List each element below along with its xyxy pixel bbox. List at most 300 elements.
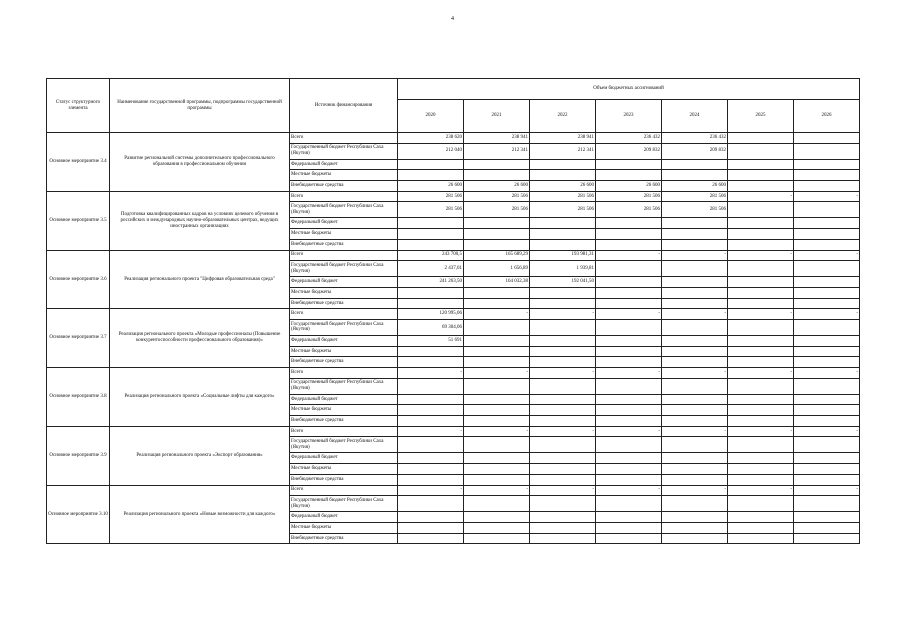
- measure-name: Подготовка квалифицированных кадров на условиях целевого обучения в российских и международных научно-образовательных центрах, ведущих иностранных организациях: [110, 191, 290, 250]
- amount-cell: [794, 298, 860, 309]
- amount-cell: [596, 335, 662, 346]
- amount-cell: [662, 298, 728, 309]
- amount-cell: [794, 453, 860, 464]
- funding-source: Внебюджетные средства: [290, 533, 398, 544]
- amount-cell: [728, 143, 794, 159]
- amount-cell: [794, 496, 860, 512]
- amount-cell: 120 995,06: [398, 309, 464, 320]
- amount-cell: [596, 437, 662, 453]
- amount-cell: 51 691: [398, 335, 464, 346]
- amount-cell: [728, 453, 794, 464]
- amount-cell: -: [596, 368, 662, 379]
- amount-cell: 281 506: [596, 191, 662, 202]
- table-row: [47, 426, 860, 437]
- amount-cell: [728, 474, 794, 485]
- funding-source: Федеральный бюджет: [290, 453, 398, 464]
- amount-cell: [464, 522, 530, 533]
- amount-cell: [794, 319, 860, 335]
- amount-cell: -: [530, 309, 596, 320]
- amount-cell: 212 341: [464, 143, 530, 159]
- funding-source: Местные бюджеты: [290, 405, 398, 416]
- amount-cell: [398, 218, 464, 229]
- funding-source: Федеральный бюджет: [290, 394, 398, 405]
- funding-source: Всего: [290, 250, 398, 261]
- amount-cell: [794, 416, 860, 427]
- amount-cell: [728, 405, 794, 416]
- amount-cell: [398, 298, 464, 309]
- amount-cell: [794, 143, 860, 159]
- amount-cell: [728, 533, 794, 544]
- amount-cell: [530, 218, 596, 229]
- funding-source: Государственный бюджет Республики Саха (Якутия): [290, 261, 398, 277]
- amount-cell: -: [662, 426, 728, 437]
- amount-cell: [398, 512, 464, 523]
- amount-cell: -: [662, 368, 728, 379]
- amount-cell: [728, 496, 794, 512]
- amount-cell: [464, 437, 530, 453]
- amount-cell: 26 600: [398, 181, 464, 192]
- amount-cell: [596, 405, 662, 416]
- measure-name: Реализация регионального проекта «Молодые профессионалы (Повышение конкурентоспособности профессионального образования)»: [110, 309, 290, 368]
- amount-cell: [728, 357, 794, 368]
- amount-cell: [464, 394, 530, 405]
- amount-cell: [596, 239, 662, 250]
- amount-cell: [794, 287, 860, 298]
- amount-cell: [728, 319, 794, 335]
- amount-cell: -: [794, 191, 860, 202]
- amount-cell: 238 941: [530, 133, 596, 144]
- amount-cell: [530, 512, 596, 523]
- measure-name: Развитие региональной системы дополнительного профессионального образования в профессиональном обучении: [110, 133, 290, 192]
- funding-source: Всего: [290, 191, 398, 202]
- amount-cell: -: [464, 309, 530, 320]
- amount-cell: 281 506: [662, 191, 728, 202]
- amount-cell: [794, 533, 860, 544]
- amount-cell: 26 600: [530, 181, 596, 192]
- amount-cell: [596, 453, 662, 464]
- amount-cell: -: [398, 485, 464, 496]
- amount-cell: [398, 453, 464, 464]
- amount-cell: 238 941: [464, 133, 530, 144]
- amount-cell: 243 700,5: [398, 250, 464, 261]
- amount-cell: 238 620: [398, 133, 464, 144]
- funding-source: Федеральный бюджет: [290, 159, 398, 170]
- amount-cell: [530, 159, 596, 170]
- amount-cell: [662, 261, 728, 277]
- amount-cell: -: [794, 368, 860, 379]
- amount-cell: [398, 522, 464, 533]
- amount-cell: [662, 378, 728, 394]
- amount-cell: [596, 277, 662, 288]
- measure-status: Основное мероприятие 3.10: [47, 485, 110, 544]
- amount-cell: [464, 319, 530, 335]
- amount-cell: [728, 298, 794, 309]
- amount-cell: 69 304,06: [398, 319, 464, 335]
- amount-cell: [728, 437, 794, 453]
- amount-cell: [662, 453, 728, 464]
- funding-source: Федеральный бюджет: [290, 218, 398, 229]
- amount-cell: [464, 229, 530, 240]
- amount-cell: 209 832: [596, 143, 662, 159]
- amount-cell: [728, 170, 794, 181]
- funding-source: Внебюджетные средства: [290, 357, 398, 368]
- amount-cell: -: [728, 368, 794, 379]
- funding-source: Местные бюджеты: [290, 522, 398, 533]
- amount-cell: -: [530, 485, 596, 496]
- amount-cell: [464, 405, 530, 416]
- amount-cell: [794, 261, 860, 277]
- funding-source: Местные бюджеты: [290, 287, 398, 298]
- header-status: Статус структурного элемента: [47, 79, 110, 133]
- table-row: [47, 309, 860, 320]
- amount-cell: [530, 464, 596, 475]
- amount-cell: [596, 357, 662, 368]
- amount-cell: -: [794, 485, 860, 496]
- amount-cell: 192 041,50: [530, 277, 596, 288]
- amount-cell: [596, 229, 662, 240]
- amount-cell: [662, 394, 728, 405]
- amount-cell: [398, 239, 464, 250]
- funding-source: Государственный бюджет Республики Саха (Якутия): [290, 143, 398, 159]
- amount-cell: 1 656,89: [464, 261, 530, 277]
- amount-cell: [662, 512, 728, 523]
- amount-cell: -: [464, 426, 530, 437]
- amount-cell: [464, 170, 530, 181]
- amount-cell: -: [728, 426, 794, 437]
- amount-cell: [794, 277, 860, 288]
- amount-cell: [464, 298, 530, 309]
- amount-cell: [596, 298, 662, 309]
- amount-cell: [728, 416, 794, 427]
- amount-cell: -: [596, 309, 662, 320]
- amount-cell: 193 981,31: [530, 250, 596, 261]
- amount-cell: 1 939,81: [530, 261, 596, 277]
- amount-cell: [794, 202, 860, 218]
- table-row: [47, 133, 860, 144]
- amount-cell: 26 600: [464, 181, 530, 192]
- budget-table: [46, 78, 860, 544]
- amount-cell: [794, 474, 860, 485]
- funding-source: Государственный бюджет Республики Саха (Якутия): [290, 319, 398, 335]
- amount-cell: [530, 533, 596, 544]
- amount-cell: [596, 346, 662, 357]
- amount-cell: [794, 378, 860, 394]
- amount-cell: 281 506: [464, 202, 530, 218]
- amount-cell: [728, 133, 794, 144]
- amount-cell: [728, 229, 794, 240]
- amount-cell: -: [398, 368, 464, 379]
- amount-cell: [728, 522, 794, 533]
- amount-cell: [596, 394, 662, 405]
- amount-cell: [530, 453, 596, 464]
- table-row: [47, 368, 860, 379]
- amount-cell: [530, 335, 596, 346]
- amount-cell: [464, 218, 530, 229]
- amount-cell: [530, 378, 596, 394]
- amount-cell: [464, 287, 530, 298]
- amount-cell: [662, 522, 728, 533]
- measure-status: Основное мероприятие 3.4: [47, 133, 110, 192]
- amount-cell: [596, 416, 662, 427]
- amount-cell: [794, 229, 860, 240]
- header-year: 2025: [728, 100, 794, 133]
- table-row: [47, 250, 860, 261]
- funding-source: Внебюджетные средства: [290, 181, 398, 192]
- amount-cell: [662, 405, 728, 416]
- amount-cell: [794, 218, 860, 229]
- amount-cell: -: [596, 426, 662, 437]
- amount-cell: [398, 170, 464, 181]
- amount-cell: [794, 239, 860, 250]
- amount-cell: -: [464, 368, 530, 379]
- amount-cell: [662, 159, 728, 170]
- funding-source: Федеральный бюджет: [290, 335, 398, 346]
- funding-source: Местные бюджеты: [290, 464, 398, 475]
- amount-cell: 236 432: [662, 133, 728, 144]
- measure-status: Основное мероприятие 3.9: [47, 426, 110, 485]
- header-name: Наименование государственной программы, подпрограммы государственной программы: [110, 79, 290, 133]
- amount-cell: -: [596, 485, 662, 496]
- amount-cell: 209 832: [662, 143, 728, 159]
- measure-name: Реализация регионального проекта «Экспорт образования»: [110, 426, 290, 485]
- amount-cell: -: [596, 250, 662, 261]
- amount-cell: [530, 287, 596, 298]
- amount-cell: [728, 218, 794, 229]
- amount-cell: -: [662, 485, 728, 496]
- amount-cell: 281 506: [530, 191, 596, 202]
- amount-cell: [530, 319, 596, 335]
- funding-source: Всего: [290, 368, 398, 379]
- amount-cell: [596, 159, 662, 170]
- amount-cell: 26 600: [662, 181, 728, 192]
- amount-cell: [662, 319, 728, 335]
- amount-cell: [662, 239, 728, 250]
- amount-cell: 26 600: [596, 181, 662, 192]
- funding-source: Федеральный бюджет: [290, 277, 398, 288]
- amount-cell: [464, 416, 530, 427]
- funding-source: Государственный бюджет Республики Саха (Якутия): [290, 437, 398, 453]
- header-year: 2026: [794, 100, 860, 133]
- amount-cell: -: [728, 485, 794, 496]
- funding-source: Всего: [290, 485, 398, 496]
- amount-cell: [728, 261, 794, 277]
- amount-cell: [662, 474, 728, 485]
- amount-cell: [464, 335, 530, 346]
- amount-cell: [596, 496, 662, 512]
- header-source: Источник финансирования: [290, 79, 398, 133]
- amount-cell: [794, 133, 860, 144]
- amount-cell: [530, 170, 596, 181]
- amount-cell: [398, 533, 464, 544]
- amount-cell: 281 506: [398, 191, 464, 202]
- amount-cell: [728, 202, 794, 218]
- amount-cell: [662, 335, 728, 346]
- amount-cell: [662, 357, 728, 368]
- measure-name: Реализация регионального проекта "Цифровая образовательная среда": [110, 250, 290, 309]
- funding-source: Государственный бюджет Республики Саха (Якутия): [290, 496, 398, 512]
- header-volume: Объем бюджетных ассигнований: [398, 79, 860, 100]
- amount-cell: [464, 464, 530, 475]
- amount-cell: [728, 159, 794, 170]
- amount-cell: 241 263,50: [398, 277, 464, 288]
- amount-cell: [596, 474, 662, 485]
- funding-source: Федеральный бюджет: [290, 512, 398, 523]
- funding-source: Всего: [290, 133, 398, 144]
- amount-cell: [662, 218, 728, 229]
- amount-cell: [464, 346, 530, 357]
- amount-cell: [398, 437, 464, 453]
- amount-cell: [530, 357, 596, 368]
- funding-source: Внебюджетные средства: [290, 474, 398, 485]
- amount-cell: [530, 229, 596, 240]
- funding-source: Всего: [290, 426, 398, 437]
- amount-cell: [398, 357, 464, 368]
- measure-status: Основное мероприятие 3.8: [47, 368, 110, 427]
- amount-cell: -: [662, 250, 728, 261]
- measure-status: Основное мероприятие 3.7: [47, 309, 110, 368]
- amount-cell: [398, 464, 464, 475]
- amount-cell: [662, 229, 728, 240]
- amount-cell: [794, 522, 860, 533]
- amount-cell: -: [794, 426, 860, 437]
- amount-cell: [728, 335, 794, 346]
- amount-cell: [728, 239, 794, 250]
- amount-cell: [398, 378, 464, 394]
- amount-cell: [794, 357, 860, 368]
- amount-cell: [530, 416, 596, 427]
- amount-cell: -: [398, 426, 464, 437]
- amount-cell: [530, 496, 596, 512]
- amount-cell: [794, 346, 860, 357]
- amount-cell: [662, 416, 728, 427]
- amount-cell: [464, 159, 530, 170]
- amount-cell: -: [530, 426, 596, 437]
- amount-cell: [530, 239, 596, 250]
- amount-cell: -: [728, 309, 794, 320]
- amount-cell: [464, 474, 530, 485]
- amount-cell: 212 341: [530, 143, 596, 159]
- amount-cell: [794, 394, 860, 405]
- amount-cell: [662, 287, 728, 298]
- funding-source: Государственный бюджет Республики Саха (Якутия): [290, 202, 398, 218]
- measure-status: Основное мероприятие 3.5: [47, 191, 110, 250]
- amount-cell: 2 437,01: [398, 261, 464, 277]
- amount-cell: [530, 437, 596, 453]
- amount-cell: 281 506: [596, 202, 662, 218]
- amount-cell: [596, 512, 662, 523]
- amount-cell: [662, 277, 728, 288]
- amount-cell: -: [794, 309, 860, 320]
- amount-cell: [596, 170, 662, 181]
- amount-cell: [464, 533, 530, 544]
- amount-cell: [662, 464, 728, 475]
- amount-cell: [530, 394, 596, 405]
- amount-cell: 281 506: [662, 202, 728, 218]
- amount-cell: [596, 522, 662, 533]
- amount-cell: [794, 335, 860, 346]
- header-year: 2022: [530, 100, 596, 133]
- amount-cell: [662, 496, 728, 512]
- amount-cell: [398, 496, 464, 512]
- amount-cell: -: [728, 191, 794, 202]
- amount-cell: [530, 522, 596, 533]
- amount-cell: [464, 496, 530, 512]
- amount-cell: [794, 437, 860, 453]
- amount-cell: [530, 346, 596, 357]
- amount-cell: [596, 378, 662, 394]
- funding-source: Внебюджетные средства: [290, 239, 398, 250]
- amount-cell: [398, 229, 464, 240]
- amount-cell: [728, 277, 794, 288]
- amount-cell: [662, 437, 728, 453]
- amount-cell: 164 032,38: [464, 277, 530, 288]
- amount-cell: [596, 533, 662, 544]
- amount-cell: [398, 346, 464, 357]
- amount-cell: 281 506: [530, 202, 596, 218]
- amount-cell: -: [794, 250, 860, 261]
- amount-cell: [530, 474, 596, 485]
- amount-cell: [728, 394, 794, 405]
- amount-cell: [728, 181, 794, 192]
- funding-source: Государственный бюджет Республики Саха (Якутия): [290, 378, 398, 394]
- amount-cell: [794, 170, 860, 181]
- funding-source: Всего: [290, 309, 398, 320]
- amount-cell: [398, 474, 464, 485]
- amount-cell: [596, 261, 662, 277]
- funding-source: Внебюджетные средства: [290, 298, 398, 309]
- amount-cell: [398, 287, 464, 298]
- header-year: 2020: [398, 100, 464, 133]
- amount-cell: [398, 394, 464, 405]
- table-row: [47, 191, 860, 202]
- amount-cell: [464, 378, 530, 394]
- amount-cell: 165 689,29: [464, 250, 530, 261]
- amount-cell: [794, 464, 860, 475]
- amount-cell: [398, 159, 464, 170]
- header-year: 2024: [662, 100, 728, 133]
- amount-cell: [530, 298, 596, 309]
- amount-cell: [398, 405, 464, 416]
- amount-cell: [728, 287, 794, 298]
- funding-source: Местные бюджеты: [290, 346, 398, 357]
- amount-cell: [464, 512, 530, 523]
- amount-cell: [596, 464, 662, 475]
- amount-cell: [464, 357, 530, 368]
- amount-cell: [794, 512, 860, 523]
- measure-name: Реализация регионального проекта «Социальные лифты для каждого»: [110, 368, 290, 427]
- amount-cell: [596, 218, 662, 229]
- amount-cell: [662, 533, 728, 544]
- amount-cell: [596, 319, 662, 335]
- funding-source: Местные бюджеты: [290, 229, 398, 240]
- funding-source: Внебюджетные средства: [290, 416, 398, 427]
- measure-status: Основное мероприятие 3.6: [47, 250, 110, 309]
- amount-cell: 236 432: [596, 133, 662, 144]
- amount-cell: 281 506: [464, 191, 530, 202]
- table-row: [47, 485, 860, 496]
- amount-cell: [728, 378, 794, 394]
- amount-cell: -: [662, 309, 728, 320]
- amount-cell: [596, 287, 662, 298]
- amount-cell: [728, 346, 794, 357]
- measure-name: Реализация регионального проекта «Новые возможности для каждого»: [110, 485, 290, 544]
- amount-cell: [794, 159, 860, 170]
- amount-cell: 212 040: [398, 143, 464, 159]
- amount-cell: [464, 453, 530, 464]
- amount-cell: [794, 405, 860, 416]
- amount-cell: [464, 239, 530, 250]
- amount-cell: [794, 181, 860, 192]
